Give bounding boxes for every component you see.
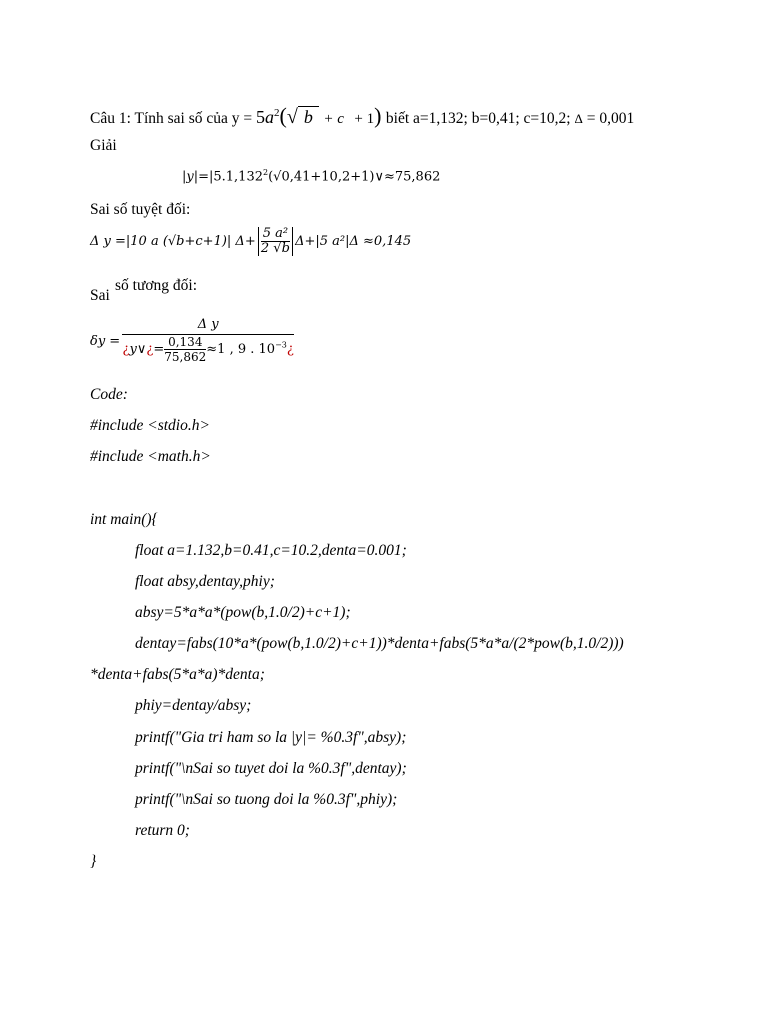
delta-symbol: Δ — [574, 111, 583, 126]
rel-err-lhs: δy = — [90, 333, 121, 349]
abs-err-frac-wrap — [258, 227, 293, 256]
rel-err-red2: ¿ — [146, 342, 154, 357]
code-line-printf-phiy: printf("\nSai so tuong doi la %0.3f",phiy); — [135, 791, 398, 808]
rel-err-inner-num: 0,134 — [164, 335, 206, 350]
abs-err-frac-num: 5 a² — [262, 225, 289, 241]
abs-err-label: Sai số tuyệt đối: — [90, 201, 191, 218]
question-prefix: Câu 1: Tính sai số của y = — [90, 110, 253, 127]
question-given: biết a=1,132; b=0,41; c=10,2; — [385, 110, 571, 127]
delta-value: = 0,001 — [586, 110, 635, 127]
formula-b: b — [298, 106, 319, 127]
rel-err-tail-exp: −3 — [275, 340, 287, 350]
question-line — [90, 103, 634, 129]
formula-exp: 2 — [274, 107, 280, 119]
code-line-include-math: #include <math.h> — [90, 448, 211, 465]
abs-err-frac-den: 2 √b — [260, 240, 290, 256]
rel-err-den-mid: y∨ — [129, 342, 147, 357]
code-line-printf-absy: printf("Gia tri ham so la |y|= %0.3f",absy); — [135, 729, 407, 746]
abs-y-expr1: |5.1,132 — [209, 169, 263, 185]
rel-err-num: Δ y — [122, 318, 294, 335]
code-label: Code: — [90, 386, 128, 403]
rel-err-label-1: Sai — [90, 287, 110, 304]
rel-err-red1: ¿ — [122, 342, 130, 357]
abs-err-frac — [261, 227, 290, 256]
formula-var: a — [265, 107, 275, 127]
abs-err-term2: Δ+|5 a²|Δ ≈0,145 — [295, 233, 412, 249]
rel-err-red3: ¿ — [286, 342, 294, 357]
code-line-dentay: dentay=fabs(10*a*(pow(b,1.0/2)+c+1))*denta+fabs(5*a*a/(2*pow(b,1.0/2))) — [135, 635, 624, 652]
solution-label: Giải — [90, 137, 117, 154]
abs-err-formula — [90, 218, 411, 264]
code-line-absy: absy=5*a*a*(pow(b,1.0/2)+c+1); — [135, 604, 351, 621]
code-line-return: return 0; — [135, 822, 190, 839]
formula-open: ( — [279, 103, 287, 128]
formula-plus-c: + c — [323, 111, 344, 127]
rel-err-tail: ≈1 , 9 . 10 — [206, 342, 276, 357]
rel-err-formula — [90, 318, 294, 364]
rel-err-den — [122, 335, 294, 364]
abs-y-lhs: |y|= — [182, 169, 209, 185]
rel-err-label-2: số tương đối: — [115, 277, 198, 294]
question-formula — [256, 103, 386, 128]
sqrt-icon: √ — [286, 106, 298, 128]
rel-err-inner-den: 75,862 — [164, 350, 207, 364]
rel-err-inner-frac — [164, 335, 206, 364]
abs-y-exp: 2 — [263, 168, 269, 177]
code-line-include-stdio: #include <stdio.h> — [90, 417, 210, 434]
rel-err-den-eq: = — [153, 342, 165, 357]
code-line-declare-results: float absy,dentay,phiy; — [135, 573, 275, 590]
code-line-dentay-cont: *denta+fabs(5*a*a)*denta; — [90, 666, 265, 683]
code-line-declare-vars: float a=1.132,b=0.41,c=10.2,denta=0.001; — [135, 542, 407, 559]
rel-err-frac — [122, 318, 294, 364]
abs-y-line — [182, 168, 440, 184]
code-line-printf-dentay: printf("\nSai so tuyet doi la %0.3f",dentay); — [135, 760, 407, 777]
abs-err-lhs: Δ y = — [90, 233, 126, 249]
code-line-close-brace: } — [90, 853, 97, 870]
formula-coef: 5 — [256, 107, 266, 127]
abs-y-expr2: (√0,41+10,2+1)∨≈75,862 — [268, 169, 441, 185]
abs-err-term1: |10 a (√b+c+1)| Δ+ — [125, 233, 256, 249]
code-line-main: int main(){ — [90, 511, 158, 528]
formula-close: ) — [374, 103, 382, 128]
code-line-phiy: phiy=dentay/absy; — [135, 697, 252, 714]
formula-plus-1: + 1 — [354, 111, 375, 127]
